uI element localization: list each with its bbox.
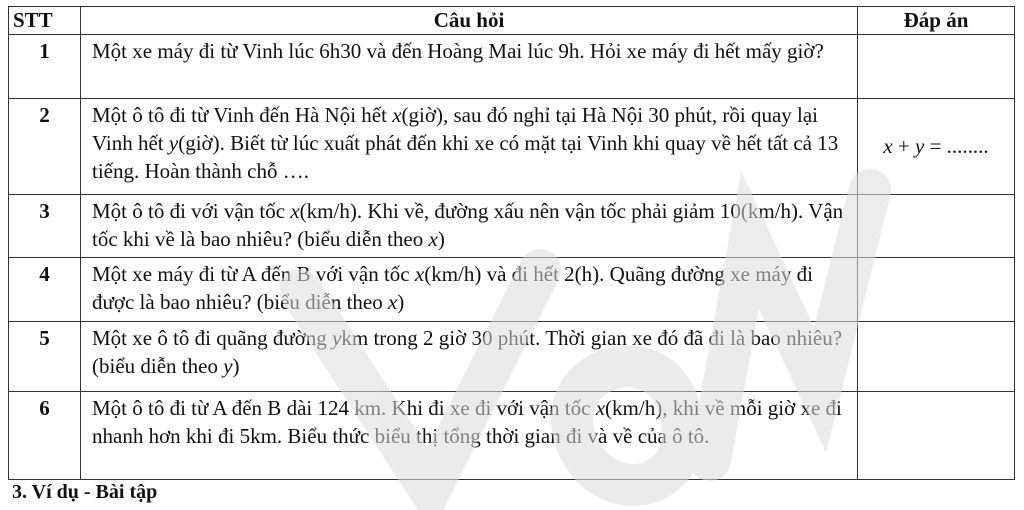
row-number: 4 [9,258,81,322]
math-variable: x [392,103,402,127]
question-text: Một xe máy đi từ Vinh lúc 6h30 và đến Hoàng Mai lúc 9h. Hỏi xe máy đi hết mấy giờ? [81,35,858,99]
question-text-part: Một xe ô tô đi quãng đường [92,326,333,350]
row-number: 5 [9,322,81,392]
row-number: 1 [9,35,81,99]
math-variable: x [290,199,300,223]
question-text [81,195,858,258]
table-row [9,99,1015,195]
question-text [81,322,858,392]
table-header-row [9,7,1015,35]
question-text-part: (giờ), sau đó nghỉ tại Hà Nội 30 phút, rồi quay lại Vinh hết [92,103,818,155]
question-text-part: (km/h). Khi về, đường xấu nên vận tốc phải giảm 10(km/h). Vận tốc khi về là bao nhiêu? (biểu diễn theo [92,199,844,251]
row-number: 6 [9,392,81,480]
answer-cell [858,99,1015,195]
table-row [9,258,1015,322]
table-row [9,195,1015,258]
header-stt: STT [9,7,81,35]
math-variable: x [883,134,893,158]
answer-cell [858,195,1015,258]
question-text-part: km trong 2 giờ 30 phút. Thời gian xe đó đã đi là bao nhiêu? (biểu diễn theo [92,326,843,378]
math-variable: x [595,396,606,420]
question-text [81,392,858,480]
math-variable: y [332,326,342,350]
math-variable: y [223,354,233,378]
table-row [9,392,1015,480]
question-text-part: ) [397,290,405,314]
question-text [81,258,858,322]
header-answer: Đáp án [858,7,1015,35]
question-text [81,99,858,195]
question-text-part: Một xe máy đi từ A đến B với vận tốc [92,262,415,286]
answer-cell [858,258,1015,322]
answer-blank: = ........ [924,134,989,158]
question-text-part: (km/h) và đi hết 2(h). Quãng đường xe máy đi được là bao nhiêu? (biểu diễn theo [92,262,813,314]
question-text-part: Một ô tô đi từ A đến B dài 124 km. Khi đi xe đi với vận tốc [92,396,596,420]
math-variable: y [168,131,179,155]
question-text-part: ) [437,227,445,251]
math-variable: y [915,134,925,158]
table-row [9,322,1015,392]
math-variable: x [428,227,438,251]
question-text-part: Một ô tô đi từ Vinh đến Hà Nội hết [92,103,393,127]
table-row [9,35,1015,99]
question-table [8,6,1015,480]
row-number: 3 [9,195,81,258]
row-number: 2 [9,99,81,195]
question-text-part: (km/h), khi về mỗi giờ xe đi nhanh hơn khi đi 5km. Biểu thức biểu thị tổng thời gian đi và về của ô tô. [92,396,842,448]
answer-cell [858,35,1015,99]
answer-cell [858,392,1015,480]
question-text-part: ) [232,354,240,378]
header-question: Câu hỏi [81,7,858,35]
answer-cell [858,322,1015,392]
math-operator: + [892,134,915,158]
math-variable: x [387,290,398,314]
math-variable: x [414,262,425,286]
question-text-part: Một ô tô đi với vận tốc [92,199,291,223]
question-text-part: (giờ). Biết từ lúc xuất phát đến khi xe có mặt tại Vinh khi quay về hết tất cả 13 tiếng. Hoàn thành chỗ …. [92,131,839,183]
section-heading: 3. Ví dụ - Bài tập [12,481,158,503]
